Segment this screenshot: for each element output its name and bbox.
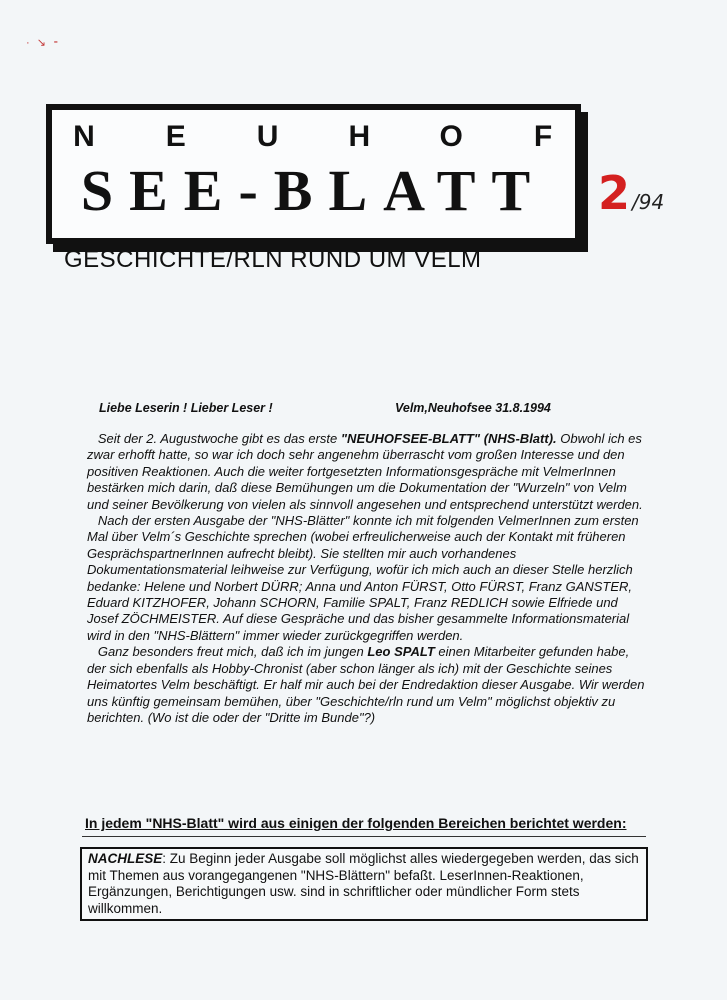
masthead-top-line xyxy=(58,120,569,154)
letter-body xyxy=(87,431,647,726)
masthead-letter: U xyxy=(256,120,279,153)
masthead-letter: O xyxy=(439,120,463,153)
nachlese-text: : Zu Beginn jeder Ausgabe soll möglichst alles wiedergegeben werden, das sich mit Themen aus vorangegangenen "NHS-Blättern" befaßt. LeserInnen-Reaktionen, Ergänzungen, Berichtigungen usw. sind in schriftlicher oder mündlicher Form stets willkommen. xyxy=(88,851,639,916)
paragraph-bold: Leo SPALT xyxy=(367,644,435,660)
nachlese-box xyxy=(80,847,648,921)
paragraph-text: Ganz besonders freut mich, daß ich im jungen xyxy=(87,644,368,660)
place-date: Velm,Neuhofsee 31.8.1994 xyxy=(395,401,551,415)
margin-marks: · ↘ ⁃ xyxy=(26,37,61,49)
divider xyxy=(82,836,646,837)
masthead-subtitle: GESCHICHTE/RLN RUND UM VELM xyxy=(64,246,482,273)
paragraph-text: Obwohl ich es zwar erhofft hatte, so war ich doch sehr angenehm überrascht vom großen Interesse und den positiven Reaktionen. Auch die weiter fortgesetzten Informationsgespräche mit VelmerInnen bestärken mich darin, daß diese Bemühungen um die Dokumentation der "Wurzeln" von Velm und seiner Bevölkerung von vielen als sinnvoll angesehen und entsprechend unterstützt werden. xyxy=(87,431,643,512)
greeting: Liebe Leserin ! Lieber Leser ! xyxy=(99,401,273,415)
issue-year: /94 xyxy=(632,190,665,214)
masthead-title: SEE-BLATT xyxy=(80,158,547,223)
masthead xyxy=(46,104,581,244)
paragraph xyxy=(87,644,647,726)
masthead-letter: H xyxy=(348,120,371,153)
paragraph-text: einen Mitarbeiter gefunden habe, der sich ebenfalls als Hobby-Chronist (aber schon länger als ich) mit der Geschichte seines Heimatortes Velm beschäftigt. Er half mir auch bei der Endredaktion dieser Ausgabe. Wir werden uns künftig gemeinsam bemühen, über "Geschichte/rln rund um Velm" möglichst objektiv zu berichten. (Wo ist die oder der "Dritte im Bunde"?) xyxy=(87,644,645,725)
masthead-letter: N xyxy=(73,120,95,153)
section-heading: In jedem "NHS-Blatt" wird aus einigen der folgenden Bereichen berichtet werden: xyxy=(85,815,627,831)
paragraph xyxy=(87,431,647,513)
issue-number-handwritten xyxy=(598,166,665,220)
paragraph-text: Seit der 2. Augustwoche gibt es das erste xyxy=(87,431,341,446)
masthead-letter: F xyxy=(533,120,553,153)
masthead-letter: E xyxy=(165,120,186,153)
nachlese-label: NACHLESE xyxy=(88,851,163,866)
paragraph-bold: "NEUHOFSEE-BLATT" (NHS-Blatt). xyxy=(340,431,557,446)
issue-number: 2 xyxy=(598,166,631,220)
greeting-row xyxy=(99,401,599,415)
paragraph: Nach der ersten Ausgabe der "NHS-Blätter" konnte ich mit folgenden VelmerInnen zum ersten Mal über Velm´s Geschichte sprechen (wobei erfreulicherweise auch der Kontakt mit früheren GesprächspartnerInnen aufrecht bleibt). Sie stellten mir auch vorhandenes Dokumentationsmaterial leihweise zur Verfügung, wofür ich mich auch an dieser Stelle herzlich bedanke: Helene und Norbert DÜRR; Anna und Anton FÜRST, Otto FÜRST, Franz GANSTER, Eduard KITZHOFER, Johann SCHORN, Familie SPALT, Franz REDLICH sowie Elfriede und Josef ZÖCHMEISTER. Auf diese Gespräche und das bisher gesammelte Informationsmaterial wird in den "NHS-Blättern" immer wieder zurückgegriffen werden. xyxy=(87,513,639,643)
